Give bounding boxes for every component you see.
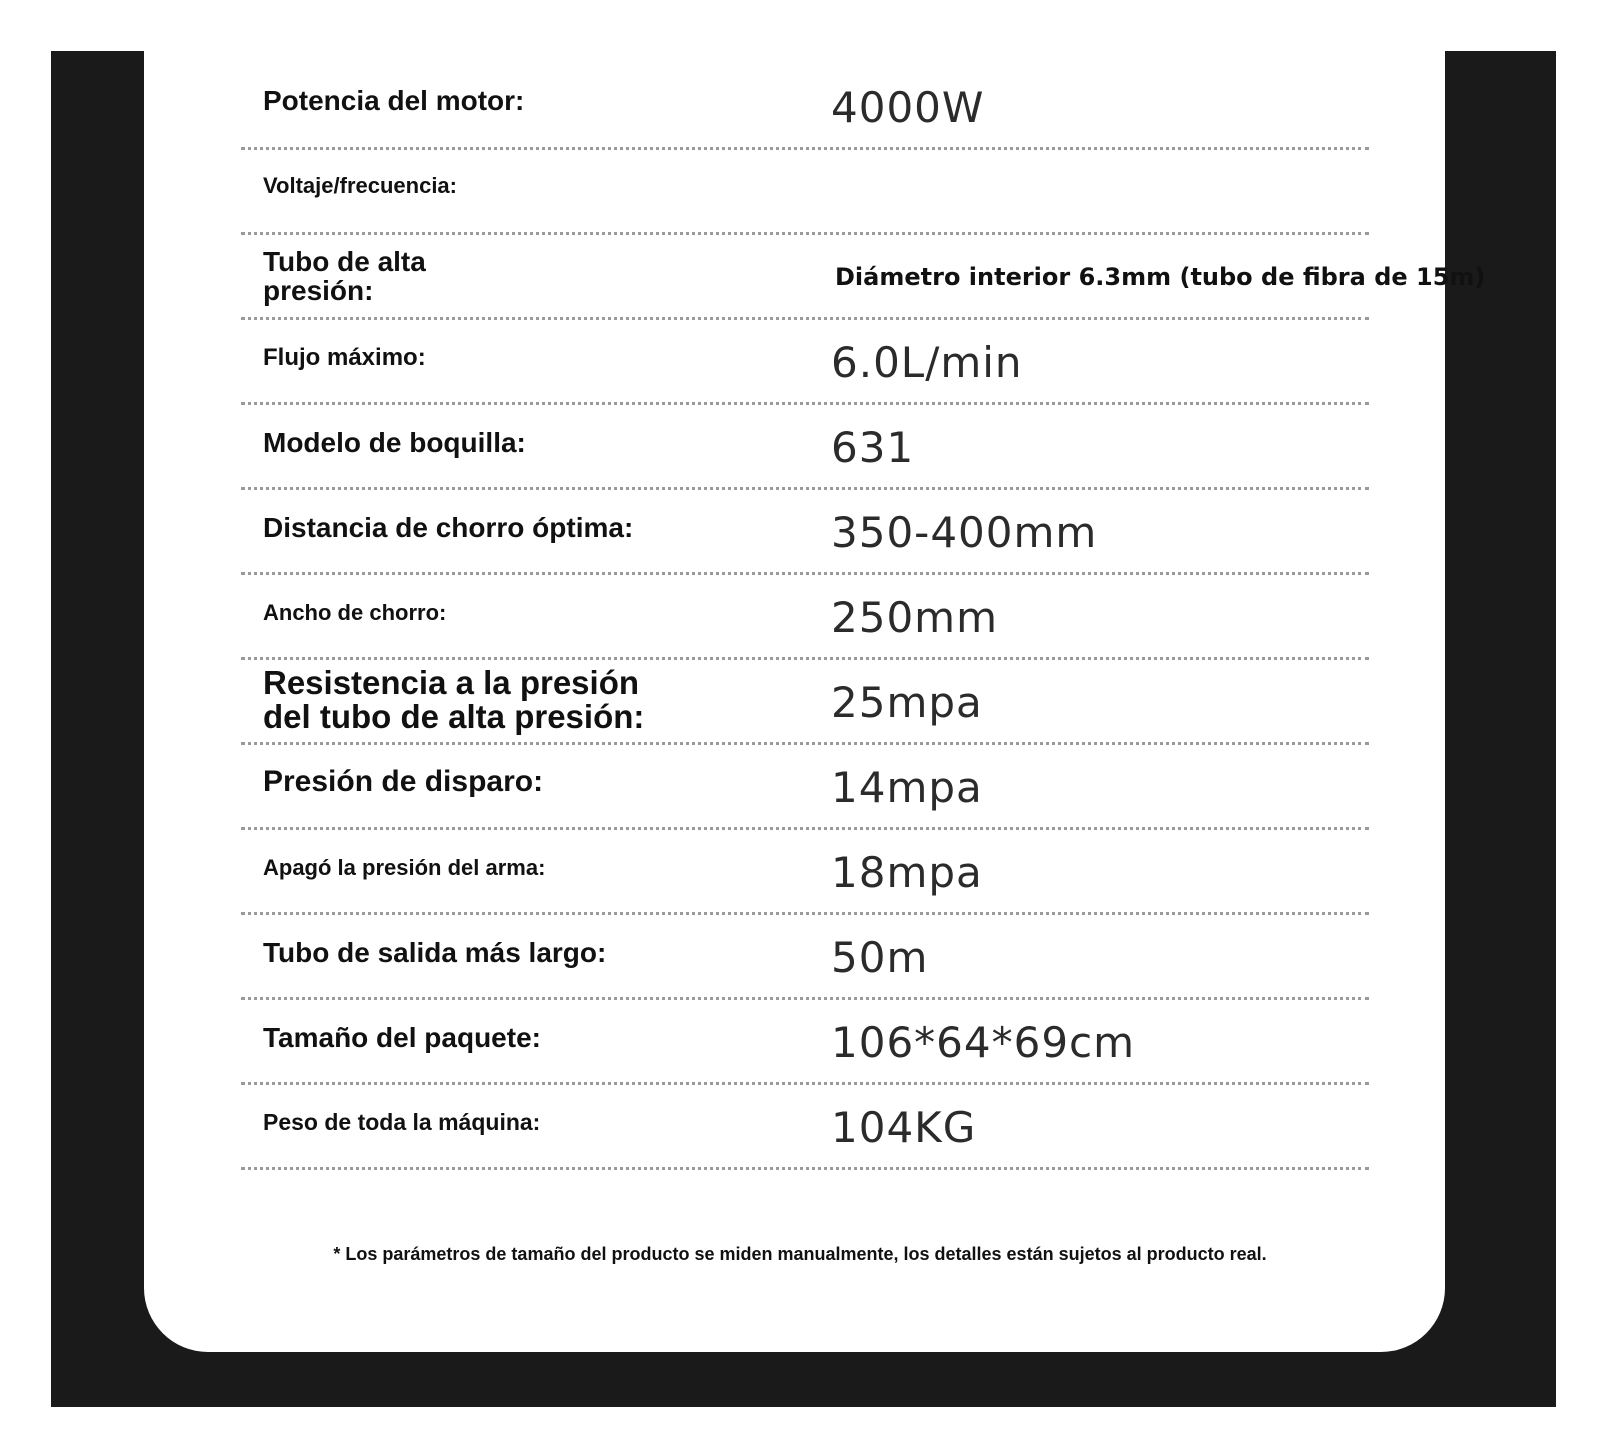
spec-row-hose-pressure — [241, 660, 1369, 745]
spec-label: Presión de disparo: — [263, 765, 544, 798]
spec-row-voltage — [241, 150, 1369, 235]
spec-label: Modelo de boquilla: — [263, 427, 526, 458]
spec-row-motor-power — [241, 65, 1369, 150]
spec-row-nozzle-model — [241, 405, 1369, 490]
spec-value: 18mpa — [831, 848, 983, 897]
spec-value: 50m — [831, 933, 929, 982]
spec-label: Voltaje/frecuencia: — [263, 173, 457, 198]
spec-label: Tamaño del paquete: — [263, 1022, 541, 1053]
spec-row-gun-off-pressure — [241, 830, 1369, 915]
spec-value: 631 — [831, 423, 915, 472]
spec-value: 4000W — [831, 83, 985, 132]
spec-row-trigger-pressure — [241, 745, 1369, 830]
spec-label: Potencia del motor: — [263, 85, 525, 116]
spec-label: Peso de toda la máquina: — [263, 1109, 541, 1135]
spec-value: 104KG — [831, 1103, 977, 1152]
spec-label: Resistencia a la presión del tubo de alta presión: — [263, 664, 645, 735]
spec-value: 350-400mm — [831, 508, 1098, 557]
spec-value: 14mpa — [831, 763, 983, 812]
footnote: * Los parámetros de tamaño del producto se miden manualmente, los detalles están sujetos al producto real. — [333, 1244, 1267, 1264]
spec-label: Flujo máximo: — [263, 344, 426, 371]
spec-value: 250mm — [831, 593, 998, 642]
spec-label: Distancia de chorro óptima: — [263, 512, 634, 543]
spec-value: Diámetro interior 6.3mm (tubo de fibra de 15m) — [835, 263, 1486, 291]
spec-row-jet-width — [241, 575, 1369, 660]
spec-row-package-size — [241, 1000, 1369, 1085]
spec-label: Tubo de alta presión: — [263, 246, 426, 306]
spec-row-outlet-hose — [241, 915, 1369, 1000]
spec-row-machine-weight — [241, 1085, 1369, 1170]
spec-row-max-flow — [241, 320, 1369, 405]
spec-row-jet-distance — [241, 490, 1369, 575]
spec-value: 106*64*69cm — [831, 1018, 1136, 1067]
spec-label: Tubo de salida más largo: — [263, 937, 607, 968]
spec-row-hose — [241, 235, 1486, 320]
spec-value: 6.0L/min — [831, 338, 1023, 387]
spec-label: Ancho de chorro: — [263, 600, 447, 625]
spec-value: 25mpa — [831, 678, 983, 727]
spec-label: Apagó la presión del arma: — [263, 855, 546, 880]
